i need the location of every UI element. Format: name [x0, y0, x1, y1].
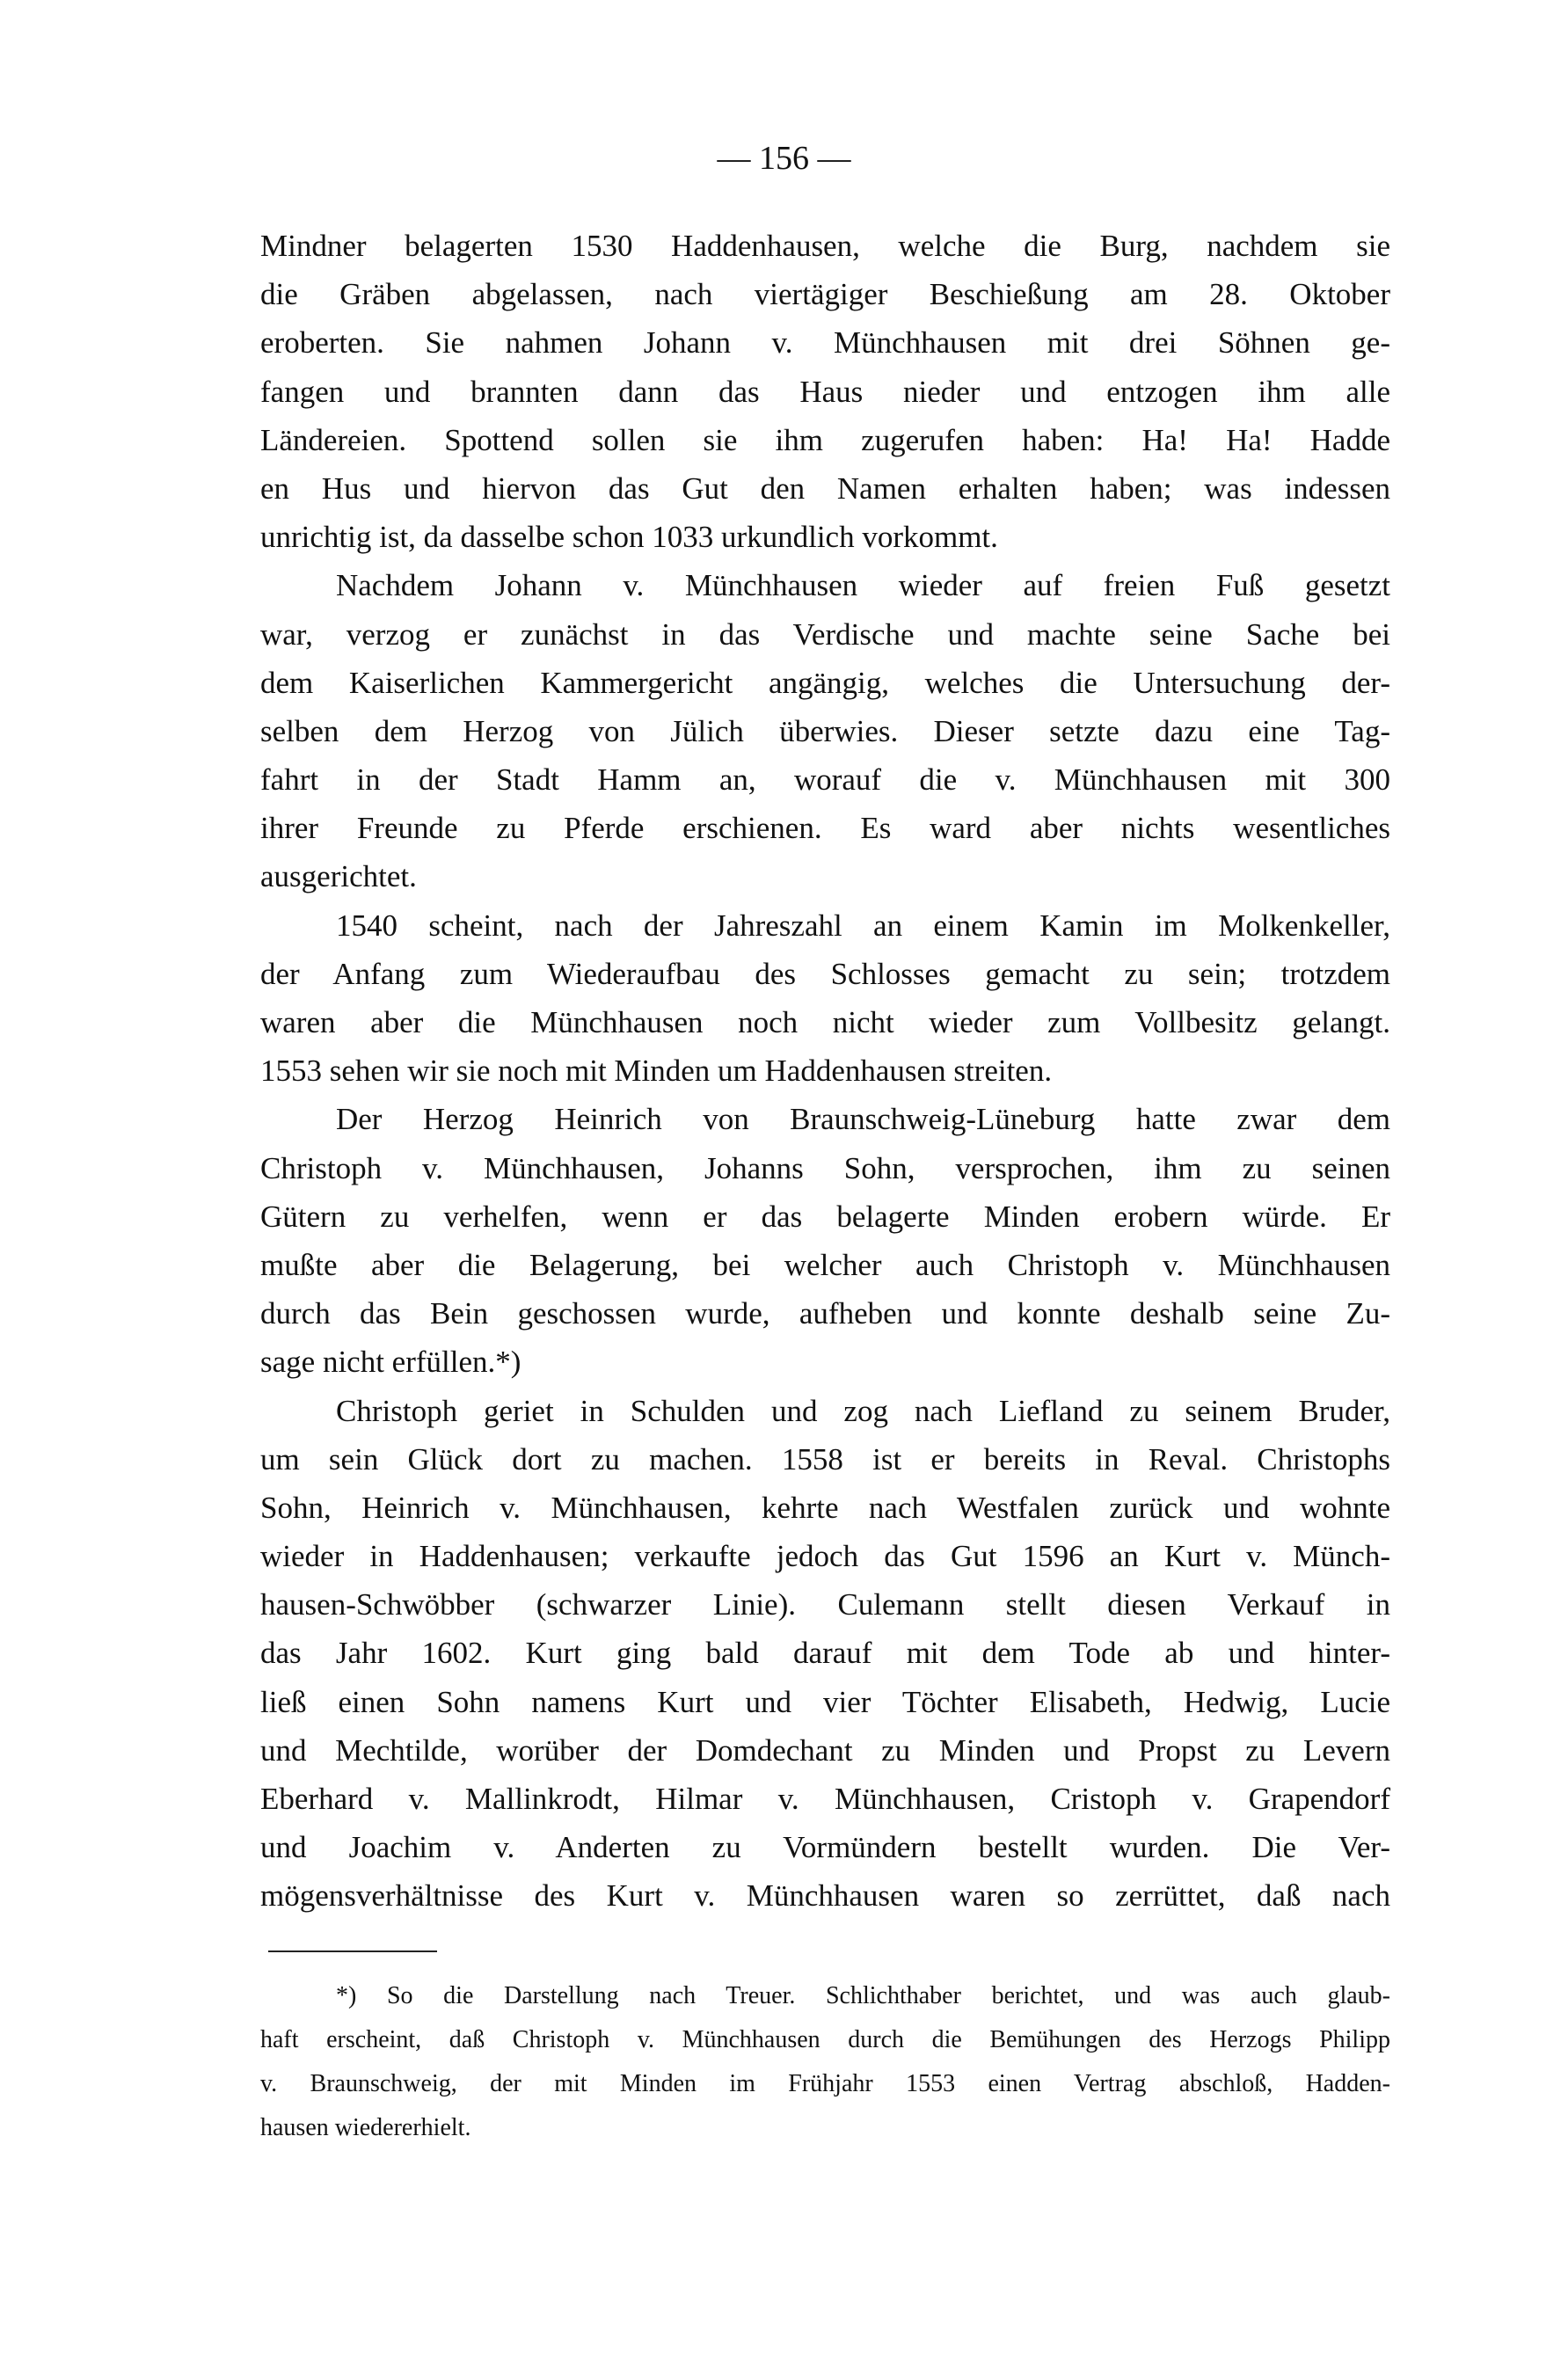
paragraph	[260, 561, 1390, 900]
text-line: das Jahr 1602. Kurt ging bald darauf mit dem Tode ab und hinter-	[260, 1636, 1390, 1671]
text-line: Mindner belagerten 1530 Haddenhausen, welche die Burg, nachdem sie	[260, 229, 1390, 263]
footnote-line: v. Braunschweig, der mit Minden im Frühjahr 1553 einen Vertrag abschloß, Hadden-	[260, 2070, 1390, 2097]
text-line: der Anfang zum Wiederaufbau des Schlosses gemacht zu sein; trotzdem	[260, 956, 1390, 991]
text-line: durch das Bein geschossen wurde, aufheben und konnte deshalb seine Zu-	[260, 1296, 1390, 1331]
text-line: 1553 sehen wir sie noch mit Minden um Haddenhausen streiten.	[260, 1054, 1053, 1089]
paragraph	[260, 222, 1390, 561]
footnote-line: hausen wiedererhielt.	[260, 2114, 471, 2141]
text-line: Christoph geriet in Schulden und zog nach Liefland zu seinem Bruder,	[336, 1393, 1390, 1428]
text-line: eroberten. Sie nahmen Johann v. Münchhausen mit drei Söhnen ge-	[260, 325, 1390, 361]
footnote-divider	[268, 1950, 437, 1952]
text-line: dem Kaiserlichen Kammergericht angängig, welches die Untersuchung der-	[260, 665, 1390, 700]
body-text	[260, 222, 1390, 1921]
text-line: die Gräben abgelassen, nach viertägiger Beschießung am 28. Oktober	[260, 277, 1390, 312]
text-line: Nachdem Johann v. Münchhausen wieder auf freien Fuß gesetzt	[336, 568, 1390, 603]
text-line: ausgerichtet.	[260, 859, 417, 894]
paragraph	[260, 901, 1390, 1096]
text-line: ihrer Freunde zu Pferde erschienen. Es ward aber nichts wesentliches	[260, 811, 1390, 846]
text-line: Gütern zu verhelfen, wenn er das belagerte Minden erobern würde. Er	[260, 1199, 1390, 1234]
text-line: mögensverhältnisse des Kurt v. Münchhausen waren so zerrüttet, daß nach	[260, 1878, 1390, 1914]
footnote-line: *) So die Darstellung nach Treuer. Schlichthaber berichtet, und was auch glaub-	[336, 1982, 1390, 2009]
footnote	[260, 1974, 1390, 2150]
paragraph	[260, 1387, 1390, 1921]
text-line: Eberhard v. Mallinkrodt, Hilmar v. Münchhausen, Cristoph v. Grapendorf	[260, 1782, 1390, 1816]
text-line: hausen-Schwöbber (schwarzer Linie). Culemann stellt diesen Verkauf in	[260, 1587, 1390, 1622]
text-line: wieder in Haddenhausen; verkaufte jedoch das Gut 1596 an Kurt v. Münch-	[260, 1539, 1390, 1574]
text-line: Der Herzog Heinrich von Braunschweig-Lüneburg hatte zwar dem	[336, 1102, 1390, 1137]
footnote-line: haft erscheint, daß Christoph v. Münchhausen durch die Bemühungen des Herzogs Philipp	[260, 2026, 1390, 2053]
text-line: mußte aber die Belagerung, bei welcher auch Christoph v. Münchhausen	[260, 1247, 1390, 1282]
text-line: 1540 scheint, nach der Jahreszahl an einem Kamin im Molkenkeller,	[336, 908, 1390, 943]
text-line: war, verzog er zunächst in das Verdische und machte seine Sache bei	[260, 616, 1390, 652]
text-line: Sohn, Heinrich v. Münchhausen, kehrte nach Westfalen zurück und wohnte	[260, 1490, 1390, 1525]
text-line: Christoph v. Münchhausen, Johanns Sohn, versprochen, ihm zu seinen	[260, 1150, 1390, 1185]
paragraph	[260, 1095, 1390, 1386]
text-line: ließ einen Sohn namens Kurt und vier Töchter Elisabeth, Hedwig, Lucie	[260, 1684, 1390, 1719]
text-line: und Mechtilde, worüber der Domdechant zu Minden und Propst zu Levern	[260, 1732, 1390, 1768]
text-line: Ländereien. Spottend sollen sie ihm zugerufen haben: Ha! Ha! Hadde	[260, 422, 1390, 457]
text-line: fahrt in der Stadt Hamm an, worauf die v. Münchhausen mit 300	[260, 762, 1390, 798]
page-number: — 156 —	[717, 140, 851, 177]
text-line: und Joachim v. Anderten zu Vormündern bestellt wurden. Die Ver-	[260, 1830, 1390, 1865]
text-line: um sein Glück dort zu machen. 1558 ist er bereits in Reval. Christophs	[260, 1441, 1390, 1477]
text-line: selben dem Herzog von Jülich überwies. Dieser setzte dazu eine Tag-	[260, 713, 1390, 748]
text-line: en Hus und hiervon das Gut den Namen erhalten haben; was indessen	[260, 470, 1390, 506]
text-line: sage nicht erfüllen.*)	[260, 1345, 521, 1380]
text-line: waren aber die Münchhausen noch nicht wieder zum Vollbesitz gelangt.	[260, 1005, 1390, 1039]
text-line: unrichtig ist, da dasselbe schon 1033 urkundlich vorkommt.	[260, 520, 998, 555]
text-line: fangen und brannten dann das Haus nieder und entzogen ihm alle	[260, 374, 1390, 409]
